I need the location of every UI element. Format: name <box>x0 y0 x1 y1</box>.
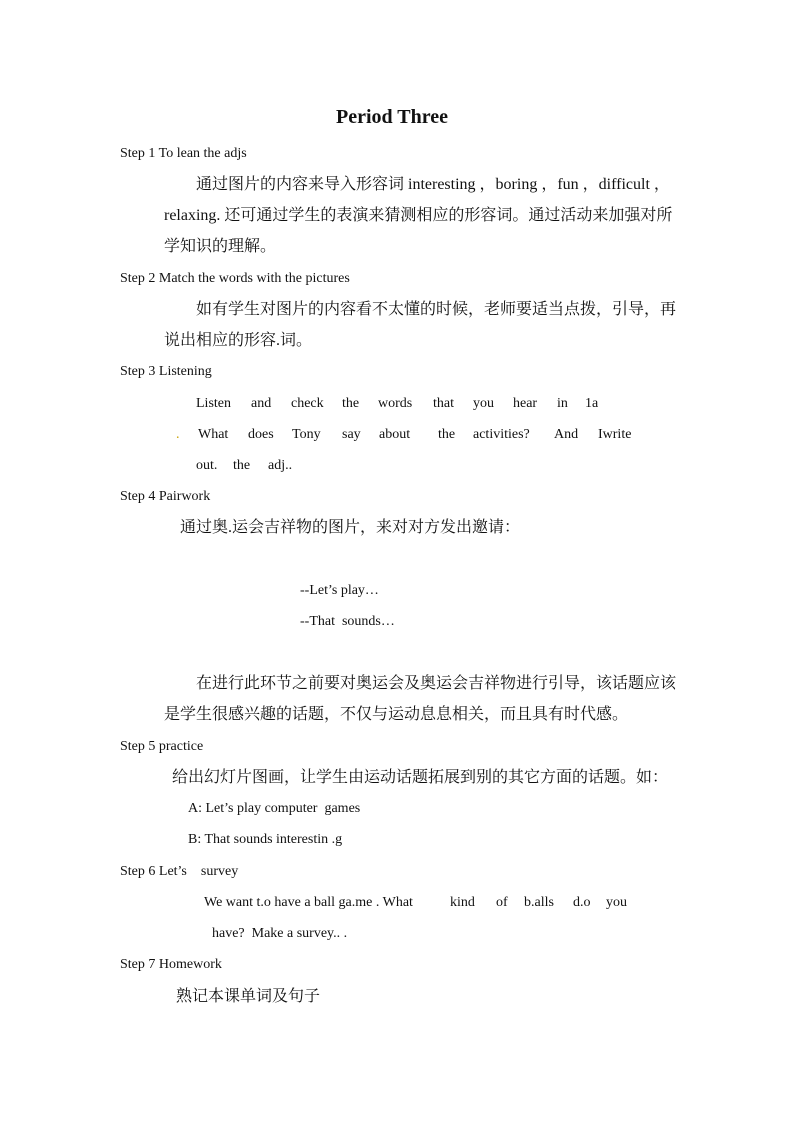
word: hear <box>513 396 538 411</box>
word: check <box>291 396 324 411</box>
step-4-note-line-2: 是学生很感兴趣的话题，不仅与运动息息相关，而且具有时代感。 <box>164 706 629 723</box>
step-2-text-line-2: 说出相应的形容.词。 <box>164 332 313 349</box>
step-1-heading: Step 1 To lean the adjs <box>120 146 247 161</box>
step-4-note-line-1: 在进行此环节之前要对奥运会及奥运会吉祥物进行引导，该话题应该 <box>196 675 677 692</box>
word: words <box>378 396 413 411</box>
word: Iwrite <box>598 427 632 442</box>
word: that <box>433 396 454 411</box>
step-1-text-line-2: relaxing. 还可通过学生的表演来猜测相应的形容词。通过活动来加强对所 <box>164 207 673 224</box>
word: adj.. <box>268 458 293 473</box>
step-5-example-a: A: Let’s play computer games <box>188 801 361 816</box>
step-3-line-2 <box>176 428 631 442</box>
step-2-text-line-1: 如有学生对图片的内容看不太懂的时候，老师要适当点拨，引导，再 <box>196 301 677 318</box>
word: the <box>438 427 456 442</box>
step-6-line-2: have? Make a survey.. . <box>212 926 348 941</box>
word: 1a <box>585 396 599 411</box>
step-4-dialog-line-2: --That sounds… <box>300 614 395 629</box>
word: We want t.o have a ball ga.me . What <box>204 895 413 910</box>
word: the <box>233 458 251 473</box>
word: d.o <box>573 895 591 910</box>
word: activities? <box>473 427 530 442</box>
step-1-text-line-3: 学知识的理解。 <box>164 238 277 255</box>
word: and <box>251 396 272 411</box>
word: Tony <box>292 427 321 442</box>
step-3-line-3 <box>196 459 292 473</box>
step-4-dialog-line-1: --Let’s play… <box>300 583 379 598</box>
step-4-text-line-1: 通过奥.运会吉祥物的图片，来对对方发出邀请： <box>180 519 521 536</box>
word: of <box>496 895 508 910</box>
step-5-text-line-1: 给出幻灯片图画，让学生由运动话题拓展到别的其它方面的话题。如： <box>172 769 669 786</box>
step-7-text-line-1: 熟记本课单词及句子 <box>176 988 321 1005</box>
word: What <box>198 427 229 442</box>
step-5-example-b: B: That sounds interestin .g <box>188 832 343 847</box>
word: And <box>554 427 579 442</box>
step-5-heading: Step 5 practice <box>120 739 204 754</box>
step-3-line-1 <box>196 397 598 411</box>
step-7-heading: Step 7 Homework <box>120 957 222 972</box>
word: in <box>557 396 568 411</box>
word: kind <box>450 895 475 910</box>
word: . <box>176 427 180 442</box>
word: the <box>342 396 360 411</box>
step-2-heading: Step 2 Match the words with the pictures <box>120 271 350 286</box>
step-6-heading: Step 6 Let’s survey <box>120 864 239 879</box>
word: does <box>248 427 274 442</box>
page-title: Period Three <box>336 106 449 128</box>
word: out. <box>196 458 218 473</box>
word: you <box>473 396 494 411</box>
word: b.alls <box>524 895 554 910</box>
word: say <box>342 427 361 442</box>
step-1-text-line-1: 通过图片的内容来导入形容词 interesting ，boring ，fun ，difficult ， <box>196 176 670 193</box>
word: you <box>606 895 627 910</box>
step-6-line-1 <box>204 896 627 910</box>
word: Listen <box>196 396 231 411</box>
step-3-heading: Step 3 Listening <box>120 364 212 379</box>
word: about <box>379 427 411 442</box>
step-4-heading: Step 4 Pairwork <box>120 489 211 504</box>
